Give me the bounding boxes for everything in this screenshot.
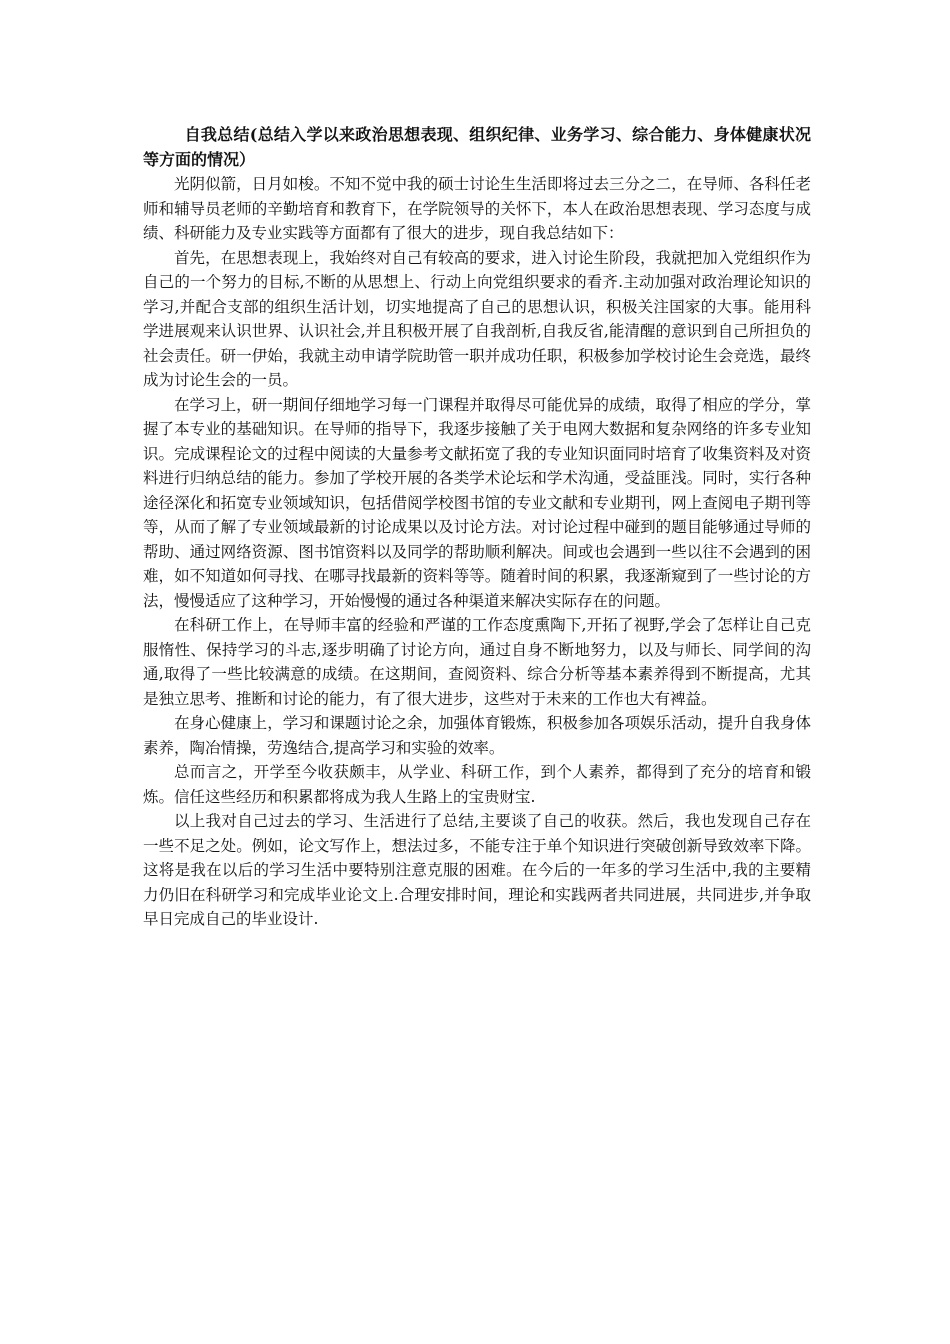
paragraph-study: 在学习上，研一期间仔细地学习每一门课程并取得尽可能优异的成绩，取得了相应的学分，掌握了本专业的基础知识。在导师的指导下，我逐步接触了关于电网大数据和复杂网络的许多专业知识。完成课程论文的过程中阅读的大量参考文献拓宽了我的专业知识面同时培育了收集资料及对资料进行归纳总结的能力。参加了学校开展的各类学术论坛和学术沟通，受益匪浅。同时，实行各种途径深化和拓宽专业领域知识，包括借阅学校图书馆的专业文献和专业期刊，网上查阅电子期刊等等，从而了解了专业领域最新的讨论成果以及讨论方法。对讨论过程中碰到的题目能够通过导师的帮助、通过网络资源、图书馆资料以及同学的帮助顺利解决。间或也会遇到一些以往不会遇到的困难，如不知道如何寻找、在哪寻找最新的资料等等。随着时间的积累，我逐渐窥到了一些讨论的方法，慢慢适应了这种学习，开始慢慢的通过各种渠道来解决实际存在的问题。 bbox=[143, 395, 811, 610]
paragraph-summary: 总而言之，开学至今收获颇丰，从学业、科研工作，到个人素养，都得到了充分的培育和锻炼。信任这些经历和积累都将成为我人生路上的宝贵财宝. bbox=[143, 763, 811, 806]
document-body bbox=[143, 122, 811, 932]
paragraph-intro: 光阴似箭，日月如梭。不知不觉中我的硕士讨论生生活即将过去三分之二，在导师、各科任老师和辅导员老师的辛勤培育和教育下，在学院领导的关怀下，本人在政治思想表现、学习态度与成绩、科研能力及专业实践等方面都有了很大的进步，现自我总结如下： bbox=[143, 175, 811, 242]
document-title: 自我总结(总结入学以来政治思想表现、组织纪律、业务学习、综合能力、身体健康状况等方面的情况） bbox=[143, 125, 811, 169]
paragraph-ideology: 首先，在思想表现上，我始终对自己有较高的要求，进入讨论生阶段，我就把加入党组织作为自己的一个努力的目标,不断的从思想上、行动上向党组织要求的看齐.主动加强对政治理论知识的学习,并配合支部的组织生活计划，切实地提高了自己的思想认识，积极关注国家的大事。能用科学进展观来认识世界、认识社会,并且积极开展了自我剖析,自我反省,能清醒的意识到自己所担负的社会责任。研一伊始，我就主动申请学院助管一职并成功任职，积极参加学校讨论生会竞选，最终成为讨论生会的一员。 bbox=[143, 248, 811, 389]
paragraph-research: 在科研工作上，在导师丰富的经验和严谨的工作态度熏陶下,开拓了视野,学会了怎样让自己克服惰性、保持学习的斗志,逐步明确了讨论方向，通过自身不断地努力，以及与师长、同学间的沟通,取得了一些比较满意的成绩。在这期间，查阅资料、综合分析等基本素养得到不断提高，尤其是独立思考、推断和讨论的能力，有了很大进步，这些对于未来的工作也大有裨益。 bbox=[143, 616, 811, 708]
paragraph-reflection: 以上我对自己过去的学习、生活进行了总结,主要谈了自己的收获。然后，我也发现自己存在一些不足之处。例如，论文写作上，想法过多，不能专注于单个知识进行突破创新导致效率下降。这将是我在以后的学习生活中要特别注意克服的困难。在今后的一年多的学习生活中,我的主要精力仍旧在科研学习和完成毕业论文上.合理安排时间，理论和实践两者共同进展，共同进步,并争取早日完成自己的毕业设计. bbox=[143, 812, 811, 928]
paragraph-health: 在身心健康上，学习和课题讨论之余，加强体育锻炼，积极参加各项娱乐活动，提升自我身体素养，陶冶情操，劳逸结合,提高学习和实验的效率。 bbox=[143, 714, 811, 757]
